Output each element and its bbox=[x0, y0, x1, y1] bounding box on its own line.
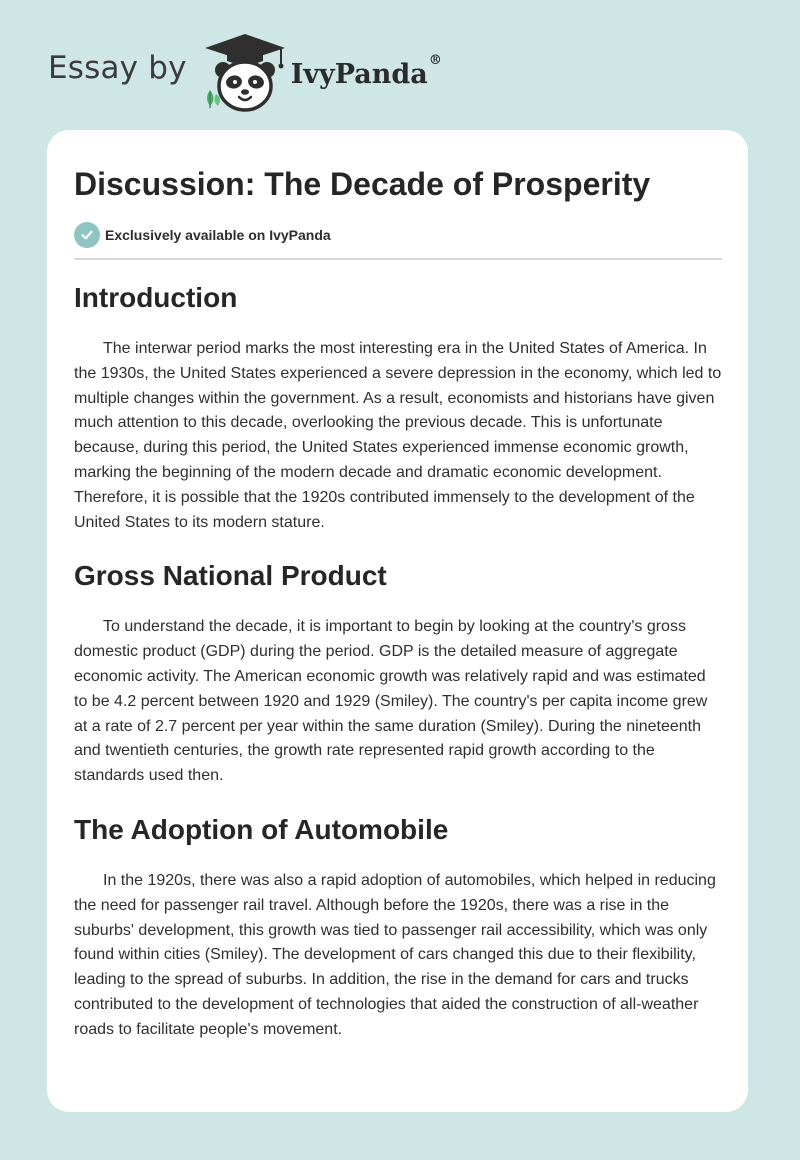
brand-prefix: Essay by bbox=[48, 50, 187, 86]
essay-card bbox=[47, 130, 748, 1112]
check-badge-icon bbox=[74, 222, 100, 248]
section-heading: The Adoption of Automobile bbox=[74, 813, 449, 845]
exclusive-label: Exclusively available on IvyPanda bbox=[105, 227, 331, 243]
exclusive-badge bbox=[74, 222, 722, 248]
title-divider bbox=[74, 258, 722, 260]
section-heading: Introduction bbox=[74, 282, 238, 313]
section-paragraph: In the 1920s, there was also a rapid adoption of automobiles, which helped in reducing the need for passenger rail travel. Although before the 1920s, there was a rise in the suburbs' development, this growth was tied to passenger rail accessibility, which was only found within cities (Smiley). The development of cars changed this due to their flexibility, leading to the spread of suburbs. In addition, the rise in the demand for cars and trucks contributed to the development of technologies that aided the construction of all-weather roads to facilitate people's movement. bbox=[74, 871, 716, 1038]
panda-graduate-logo-icon bbox=[201, 30, 289, 114]
site-brand[interactable] bbox=[48, 30, 442, 114]
brand-name: IvyPanda® bbox=[290, 52, 442, 90]
section-paragraph: The interwar period marks the most interesting era in the United States of America. In the 1930s, the United States experienced a severe depression in the economy, which led to multiple changes within the government. As a result, economists and historians have given much attention to this decade, overlooking the previous decade. This is unfortunate because, during this period, the United States experienced immense economic growth, marking the beginning of the modern decade and dramatic economic development. Therefore, it is possible that the 1920s contributed immensely to the development of the United States to its modern stature. bbox=[74, 340, 722, 531]
section-paragraph: To understand the decade, it is important to begin by looking at the country's gross domestic product (GDP) during the period. GDP is the detailed measure of aggregate economic activity. The American economic growth was relatively rapid and was estimated to be 4.2 percent between 1920 and 1929 (Smiley). The country's per capita income grew at a rate of 2.7 percent per year within the same duration (Smiley). During the nineteenth and twentieth centuries, the growth rate represented rapid growth according to the standards used then. bbox=[74, 618, 708, 785]
registered-mark: ® bbox=[428, 52, 442, 68]
section-heading: Gross National Product bbox=[74, 560, 387, 592]
page-title: Discussion: The Decade of Prosperity bbox=[74, 166, 651, 202]
